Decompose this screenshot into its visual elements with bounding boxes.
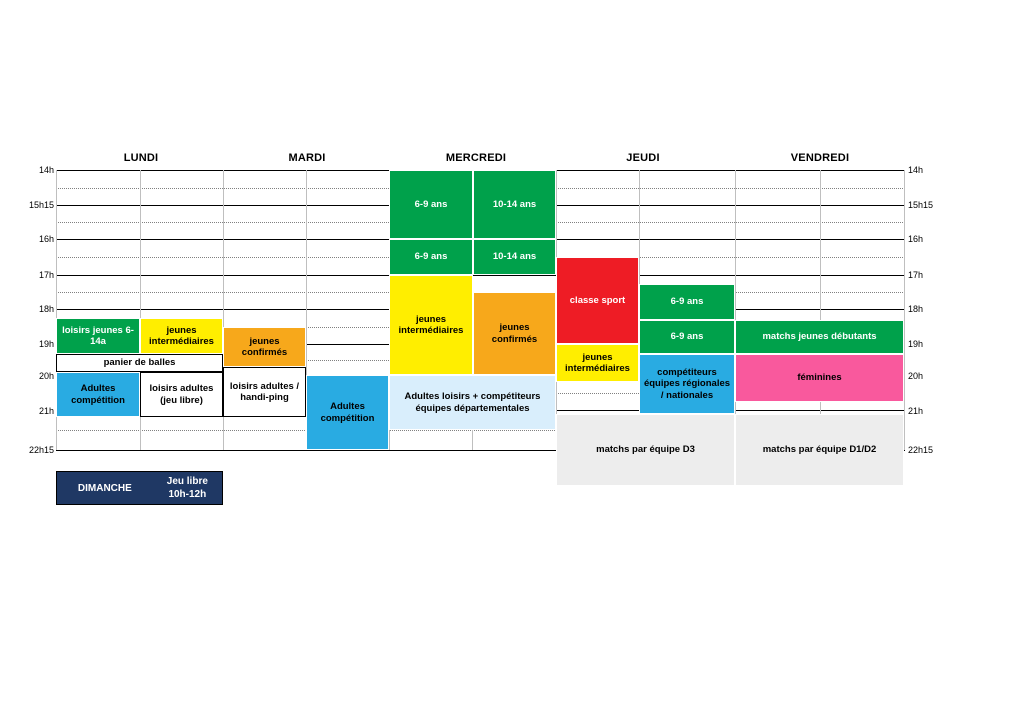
dimanche-day-label: DIMANCHE [77,482,132,494]
session-vendredi-feminines[interactable]: féminines [735,354,904,402]
session-mercredi-10-14-ans-2[interactable]: 10-14 ans [473,239,556,275]
session-mercredi-6-9-ans-2[interactable]: 6-9 ans [389,239,473,275]
session-mercredi-10-14-ans-1[interactable]: 10-14 ans [473,170,556,239]
session-jeudi-6-9-ans-2[interactable]: 6-9 ans [639,320,735,354]
session-mercredi-6-9-ans-1[interactable]: 6-9 ans [389,170,473,239]
session-lundi-panier-de-balles[interactable]: panier de balles [56,354,223,372]
time-label-right-19h: 19h [908,339,924,349]
session-jeudi-competiteurs-regionales-nationales[interactable]: compétiteurs équipes régionales / nationales [639,354,735,414]
session-jeudi-matchs-equipe-d3[interactable]: matchs par équipe D3 [556,414,735,486]
gridline-v-10 [904,170,905,450]
gridline-v-9 [820,170,821,450]
time-label-left-15h15: 15h15 [28,200,54,210]
session-lundi-loisirs-adultes-handiping[interactable]: loisirs adultes / handi-ping [223,367,306,417]
time-label-left-17h: 17h [38,270,54,280]
time-label-right-20h: 20h [908,371,924,381]
time-label-right-14h: 14h [908,165,924,175]
session-vendredi-matchs-equipe-d1-d2[interactable]: matchs par équipe D1/D2 [735,414,904,486]
time-label-left-19h: 19h [38,339,54,349]
time-label-left-16h: 16h [38,234,54,244]
time-label-left-18h: 18h [38,304,54,314]
time-label-right-16h: 16h [908,234,924,244]
session-mercredi-adultes-loisirs-competiteurs[interactable]: Adultes loisirs + compétiteurs équipes départementales [389,375,556,430]
session-jeudi-jeunes-intermediaires[interactable]: jeunes intermédiaires [556,344,639,382]
session-lundi-jeunes-intermediaires[interactable]: jeunes intermédiaires [140,318,223,354]
day-header-mercredi: MERCREDI [445,152,507,164]
session-lundi-loisirs-adultes-jeu-libre[interactable]: loisirs adultes (jeu libre) [140,372,223,417]
day-header-jeudi: JEUDI [626,152,660,164]
session-mardi-adultes-competition[interactable]: Adultes compétition [306,375,389,450]
time-label-right-18h: 18h [908,304,924,314]
day-header-mardi: MARDI [288,152,326,164]
gridline-v-8 [735,170,736,450]
dimanche-hours-label: 10h-12h [168,489,207,500]
session-jeudi-classe-sport[interactable]: classe sport [556,257,639,344]
dimanche-box[interactable] [56,471,223,505]
time-label-right-15h15: 15h15 [908,200,934,210]
session-mercredi-jeunes-confirmes[interactable]: jeunes confirmés [473,292,556,375]
day-header-lundi: LUNDI [123,152,159,164]
time-label-left-20h: 20h [38,371,54,381]
time-label-left-21h: 21h [38,406,54,416]
session-mercredi-jeunes-intermediaires[interactable]: jeunes intermédiaires [389,275,473,375]
time-label-left-22h15: 22h15 [28,445,54,455]
day-header-vendredi: VENDREDI [790,152,850,164]
dimanche-activity-label: Jeu libre [166,476,208,487]
time-label-right-21h: 21h [908,406,924,416]
session-lundi-loisirs-jeunes[interactable]: loisirs jeunes 6-14a [56,318,140,354]
time-label-right-17h: 17h [908,270,924,280]
gridline-17h [56,275,905,276]
session-jeudi-6-9-ans-1[interactable]: 6-9 ans [639,284,735,320]
time-label-right-22h15: 22h15 [908,445,934,455]
session-lundi-jeunes-confirmes[interactable]: jeunes confirmés [223,327,306,367]
session-vendredi-matchs-jeunes-debutants[interactable]: matchs jeunes débutants [735,320,904,354]
session-lundi-adultes-competition[interactable]: Adultes compétition [56,372,140,417]
time-label-left-14h: 14h [38,165,54,175]
